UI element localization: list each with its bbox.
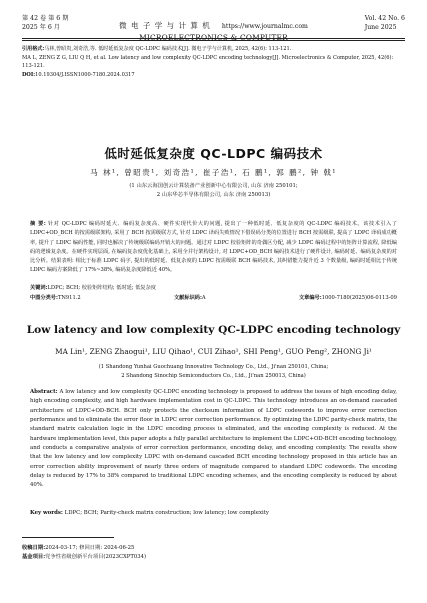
cn-title: 低时延低复杂度 QC-LDPC 编码技术	[104, 146, 323, 161]
cn-affiliation-2: 2 山东华芯半导体有限公司, 山东 济南 250013)	[156, 192, 271, 198]
cn-abstract-text: 针对 QC-LDPC 编码时延大、编码复杂度高、硬件实现代价大的问题, 提出了一种低时延、低复杂度的 QC-LDPC 编码技术。该技术引入了 LDPC+OD_BCH 的按需级联架构, 采用了 BCH 按需级联方式, 针对 LDPC 译码失败情况下借误码分类的位置进行 BCH 按需级联, 提高了 LDPC 译码成功概率, 提升了 LDPC 编码性能, 同时也解决了传统级联编码开销大的问题。通过对 LDPC 校验矩阵的奇偶区分配, 减少 LDPC 编码过程中的矩阵计算流程, 降低编码的逻辑复杂度。在硬件实现层面, 在编码复杂度优化基础上, 采用全并行架构设计, 对 LDPC+OD_BCH 编码技术进行了硬件设计, 编码时延、编码复杂度的对比分析。结果表明: 相比于标准 LDPC 码字, 提出的低时延、低复杂度的 LDPC 按需级联 BCH 编码技术, 其纠错能力提升近 3 个数量级, 编码时延相比于传统 LDPC 编码方案降低了 17%~38%, 编码复杂度降低近 40%。	[30, 221, 397, 274]
cn-classification-row	[30, 294, 397, 303]
clc-value: TN911.2	[57, 295, 81, 301]
citation-cn	[22, 45, 405, 54]
en-title: Low latency and low complexity QC-LDPC encoding technology	[26, 324, 401, 336]
volume-issue-en	[365, 14, 405, 32]
fund-label: 基金项目:	[22, 554, 46, 560]
en-keywords-label: Key words:	[30, 510, 63, 516]
article-no-label: 文章编号:	[298, 295, 322, 301]
citation-cn-label: 引用格式:	[22, 46, 45, 52]
cn-keywords	[30, 284, 397, 293]
article-no-value: 1000-7180(2025)06-0113-09	[321, 295, 397, 301]
clc-number	[30, 294, 81, 303]
doc-code-value: A	[201, 295, 206, 301]
cn-keywords-text: LDPC; BCH; 校验矩阵结构; 低时延; 低复杂度	[47, 285, 156, 291]
header-rule-bottom	[22, 40, 405, 41]
doi-label: DOI:	[22, 71, 36, 78]
en-affiliation-2: 2 Shandong Sinochip Semiconductors Co., Ltd., Ji'nan 250013, China)	[121, 373, 306, 379]
received-label: 收稿日期:	[22, 545, 46, 551]
cn-abstract-label: 摘 要:	[30, 221, 46, 227]
doi-line	[22, 71, 405, 80]
article-number	[299, 294, 397, 303]
issue-date-en-line: June 2025	[364, 24, 397, 31]
issue-date-line: 2025 年 6 月	[22, 24, 60, 31]
en-keywords-text: LDPC; BCH; Parity-check matrix construction; low latency; low complexity	[64, 510, 269, 516]
en-abstract-label: Abstract:	[30, 389, 58, 395]
en-affiliation-1: (1 Shandong Yunhai Guochuang Innovative Technology Co., Ltd., Ji'nan 250101, China;	[98, 364, 329, 370]
citation-en: MA L, ZENG Z G, LIU Q H, et al. Low latency and low complexity QC-LDPC encoding technology[J]. Microelectronics & Computer, 2025, 42(6): 113-121.	[22, 54, 394, 70]
fund-value: 党争性省级创新平台项目(2023CXPT034)	[45, 554, 147, 560]
en-abstract-text: A low latency and low complexity QC-LDPC encoding technology is proposed to address the issues of high encoding delay, high encoding complexity, and high hardware implementation cost in QC-LDPC. This technology introduces an on-demand cascaded architecture of LDPC+OD-BCH. BCH only protects the checksum information of LDPC codewords to improve error correction performance and to eliminate the error floor in LDPC error correction performance. By optimizing the LDPC parity-check matrix, the standard matrix calculation logic in the LDPC encoding process is eliminated, and the encoding complexity is reduced. At the hardware implementation level, this paper adopts a fully parallel architecture to implement the LDPC+OD-BCH encoding technology, and conducts a comparative analysis of error correction performance, encoding delay, and encoding complexity. The results show that the low latency and low complexity LDPC with on-demand cascaded BCH encoding technology proposed in this article has an error correction ability improvement of nearly three orders of magnitude compared to standard LDPC codewords. The encoding delay is reduced by 17% to 38% compared to traditional LDPC encoding schemes, and the encoding complexity is reduced by about 40%.	[30, 389, 398, 489]
citation-cn-text: 马林,曾昭贵,刘奇浩,等. 低时延低复杂度 QC-LDPC 编码技术[J]. 微电子学与计算机, 2025, 42(6): 113-121.	[44, 46, 292, 52]
volume-issue-en-line: Vol. 42 No. 6	[364, 15, 405, 22]
volume-issue-line: 第 42 卷 第 6 期	[22, 15, 69, 22]
en-abstract	[30, 388, 397, 491]
clc-label: 中图分类号:	[30, 295, 58, 301]
footnote-rule	[22, 537, 114, 538]
footnotes	[22, 544, 405, 562]
cn-keywords-label: 关键词:	[30, 285, 48, 291]
received-date	[22, 544, 405, 553]
journal-name-en: MICROELECTRONICS & COMPUTER	[139, 33, 288, 42]
fund-project	[22, 553, 405, 562]
journal-url[interactable]: https://www.journalmc.com	[221, 23, 308, 30]
doi-value[interactable]: 10.19304/J.ISSN1000-7180.2024.0317	[35, 71, 135, 78]
cn-affiliation-1: (1 山东云海国创云计算装备产业创新中心有限公司, 山东 济南 250101;	[129, 183, 298, 189]
header-rule-top	[22, 38, 405, 39]
en-authors: MA Lin¹, ZENG Zhaogui¹, LIU Qihao¹, CUI Zihao¹, SHI Peng¹, GUO Peng², ZHONG Ji¹	[55, 347, 372, 356]
received-value: 2024-03-17; 修回日期: 2024-06-25	[45, 545, 135, 551]
cn-authors: 马 林¹, 曾昭贵¹, 刘奇浩¹, 崔子浩¹, 石 鹏¹, 郭 鹏², 钟 戟¹	[90, 168, 337, 177]
en-keywords	[30, 509, 397, 518]
citation-block	[22, 45, 405, 79]
document-code	[174, 294, 206, 303]
doc-code-label: 文献标识码:	[174, 295, 202, 301]
cn-abstract	[30, 220, 397, 276]
journal-name-cn: 微 电 子 学 与 计 算 机	[119, 21, 211, 30]
